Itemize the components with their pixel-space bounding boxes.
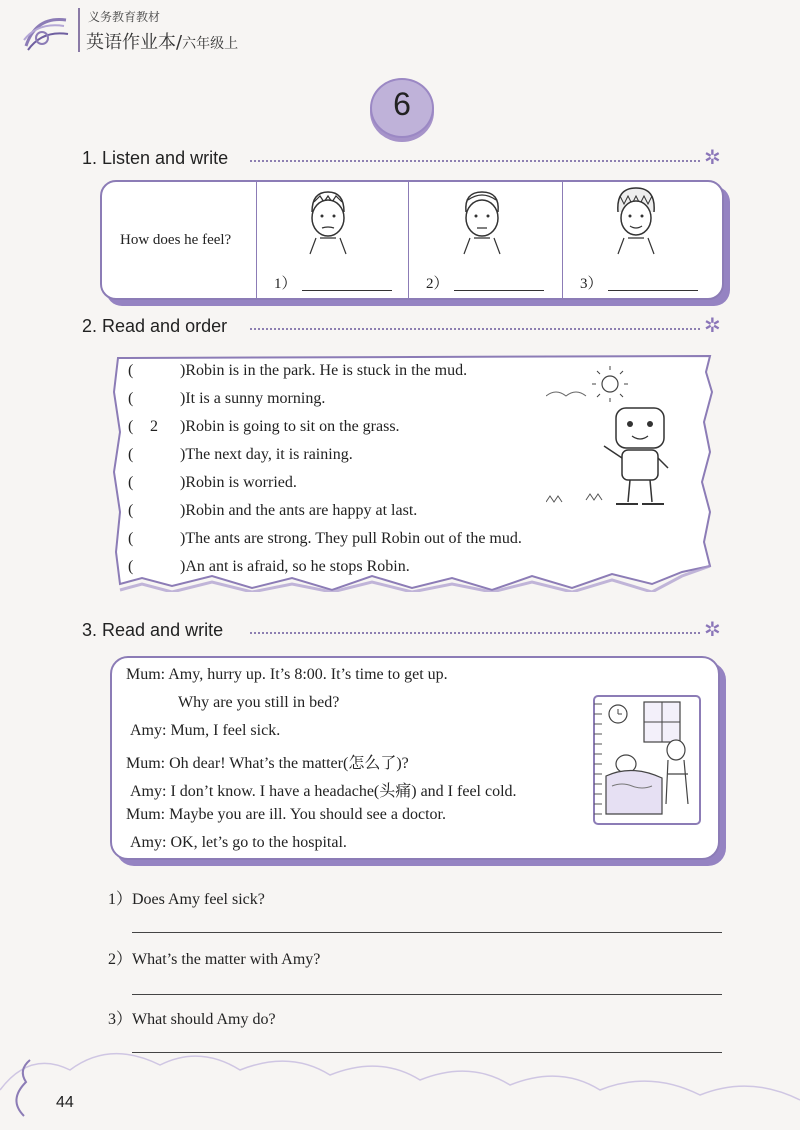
dialogue-line: Mum: Amy, hurry up. It’s 8:00. It’s time to get up. <box>126 666 448 683</box>
dialogue-line: Mum: Maybe you are ill. You should see a doctor. <box>126 806 446 823</box>
dialogue-line: Amy: I don’t know. I have a headache(头痛) and I feel cold. <box>130 783 517 800</box>
dialogue-line: Why are you still in bed? <box>178 694 340 711</box>
speaker-label: Amy: <box>130 722 167 739</box>
section-1-title: 1. Listen and write <box>82 148 229 168</box>
order-item: ( )The ants are strong. They pull Robin out of the mud. <box>128 530 522 547</box>
dialogue-line: Mum: Oh dear! What’s the matter(怎么了)? <box>126 755 409 772</box>
star-icon: ✲ <box>704 313 721 337</box>
star-icon: ✲ <box>704 617 721 641</box>
boy-face-icon <box>606 186 666 256</box>
answer-number: 2） <box>426 276 449 292</box>
speaker-label: Amy: <box>130 783 167 800</box>
order-item: ( )It is a sunny morning. <box>128 390 326 407</box>
table-question: How does he feel? <box>120 232 232 248</box>
table-divider <box>408 182 409 298</box>
answer-blank[interactable] <box>608 290 698 291</box>
comprehension-question: 1）Does Amy feel sick? <box>108 891 265 908</box>
speaker-label: Mum: <box>126 755 166 772</box>
section-3-divider <box>250 632 700 634</box>
dialogue-line: Amy: Mum, I feel sick. <box>130 722 281 739</box>
answer-number: 3） <box>580 276 603 292</box>
section-1-divider <box>250 160 700 162</box>
answer-line[interactable] <box>132 1052 722 1053</box>
answer-blank[interactable] <box>454 290 544 291</box>
robot-illustration <box>546 366 676 516</box>
order-item: ( )Robin is worried. <box>128 474 297 491</box>
swoosh-logo-icon <box>20 12 72 56</box>
section-3-title: 3. Read and write <box>82 620 224 640</box>
order-item: ( )Robin and the ants are happy at last. <box>128 502 418 519</box>
answer-line[interactable] <box>132 932 722 933</box>
grade-label: 六年级上 <box>182 36 239 52</box>
comprehension-question: 2）What’s the matter with Amy? <box>108 951 321 968</box>
order-blank[interactable]: 2 <box>150 418 158 435</box>
star-icon: ✲ <box>704 145 721 169</box>
bottom-cloud-decoration <box>0 1030 800 1130</box>
order-item: ( )An ant is afraid, so he stops Robin. <box>128 558 410 575</box>
boy-face-icon <box>298 188 358 256</box>
order-item: ( )The next day, it is raining. <box>128 446 353 463</box>
answer-blank[interactable] <box>302 290 392 291</box>
speaker-label: Amy: <box>130 834 167 851</box>
section-2-divider <box>250 328 700 330</box>
comprehension-question: 3）What should Amy do? <box>108 1011 276 1028</box>
speaker-label: Mum: <box>126 666 166 683</box>
unit-number: 6 <box>393 86 411 122</box>
table-divider <box>562 182 563 298</box>
order-item: ( 2 )Robin is going to sit on the grass. <box>128 418 400 435</box>
section-2-title: 2. Read and order <box>82 316 228 336</box>
speaker-label: Mum: <box>126 806 166 823</box>
boy-face-icon <box>452 188 512 256</box>
answer-line[interactable] <box>132 994 722 995</box>
order-item: ( )Robin is in the park. He is stuck in the mud. <box>128 362 468 379</box>
book-title: 英语作业本/六年级上 <box>86 32 239 53</box>
page-number: 44 <box>56 1094 74 1111</box>
table-divider <box>256 182 257 298</box>
sick-girl-in-bed-illustration <box>592 694 702 826</box>
book-title-main: 英语作业本 <box>86 32 176 53</box>
series-label: 义务教育教材 <box>88 10 161 24</box>
header-divider <box>78 8 80 52</box>
answer-number: 1） <box>274 276 297 292</box>
dialogue-line: Amy: OK, let’s go to the hospital. <box>130 834 347 851</box>
listen-table <box>100 180 724 300</box>
